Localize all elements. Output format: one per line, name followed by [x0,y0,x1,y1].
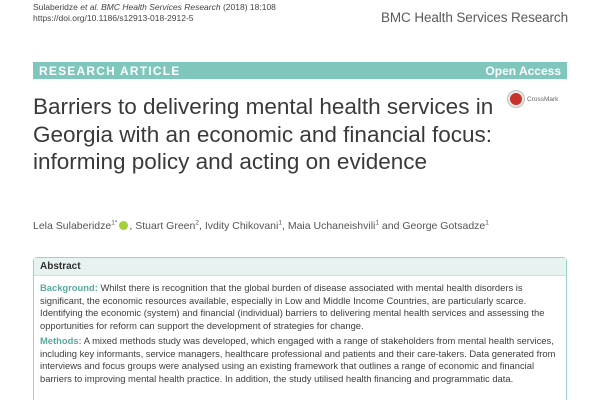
doi-link[interactable]: https://doi.org/10.1186/s12913-018-2912-5 [33,13,194,23]
citation-authors: Sulaberidze [33,2,78,12]
methods-label: Methods: [40,335,82,346]
journal-name: BMC Health Services Research [380,10,568,25]
citation-etal: et al. [80,2,99,12]
author-affiliation: 1 [375,219,379,227]
background-label: Background: [40,282,98,293]
author-affiliation: 1 [485,219,489,227]
crossmark-icon [508,91,524,107]
citation-line [33,2,276,13]
open-access-label: Open Access [485,63,561,78]
author-affiliation: 1* [111,219,118,227]
article-title: Barriers to delivering mental health services in Georgia with an economic and financial focus: informing policy and acting on evidence [33,94,494,174]
methods-text: A mixed methods study was developed, which engaged with a range of stakeholders from mental health services, including key informants, service managers, healthcare professional and patients and their care-takers. Data generated from interviews and focus groups were analysed using an existing framework that outlines a range of economic and financial barriers to improving mental health practice. In addition, the study utilised health financing and programmatic data. [40,335,556,384]
author-name[interactable]: Stuart Green [135,220,196,232]
author-name[interactable]: Lela Sulaberidze [33,220,112,232]
author-name[interactable]: George Gotsadze [402,220,486,232]
author-separator: , [281,220,288,232]
author-affiliation: 2 [195,219,199,227]
orcid-icon[interactable] [119,221,128,230]
abstract-heading: Abstract [34,258,566,276]
citation-year-volume: (2018) 18:108 [222,2,276,12]
abstract-box [33,257,567,400]
crossmark-label: CrossMark [527,95,559,103]
author-name[interactable]: Maia Uchaneishvili [287,220,376,232]
author-separator: , [198,220,205,232]
citation-header [33,2,276,24]
author-affiliation: 1 [278,219,282,227]
background-text: Whilst there is recognition that the global burden of disease associated with mental health disorders is significant, the economic resources available, especially in Low and Middle Income Countries, are particularly scarce. Identifying the economic (system) and financial (individual) barriers to delivering mental health services and assessing the opportunities for reform can support the development of strategies for change. [40,282,545,331]
crossmark-button[interactable] [508,91,558,107]
abstract-methods [40,335,562,385]
author-separator: and [379,220,403,232]
article-type-label: RESEARCH ARTICLE [39,63,181,78]
article-type-bar [33,62,567,79]
abstract-body [40,282,562,388]
author-name[interactable]: Ivdity Chikovani [204,220,279,232]
author-separator: , [129,220,136,232]
citation-journal: BMC Health Services Research [101,2,221,12]
author-list [33,220,489,232]
abstract-background [40,282,562,332]
